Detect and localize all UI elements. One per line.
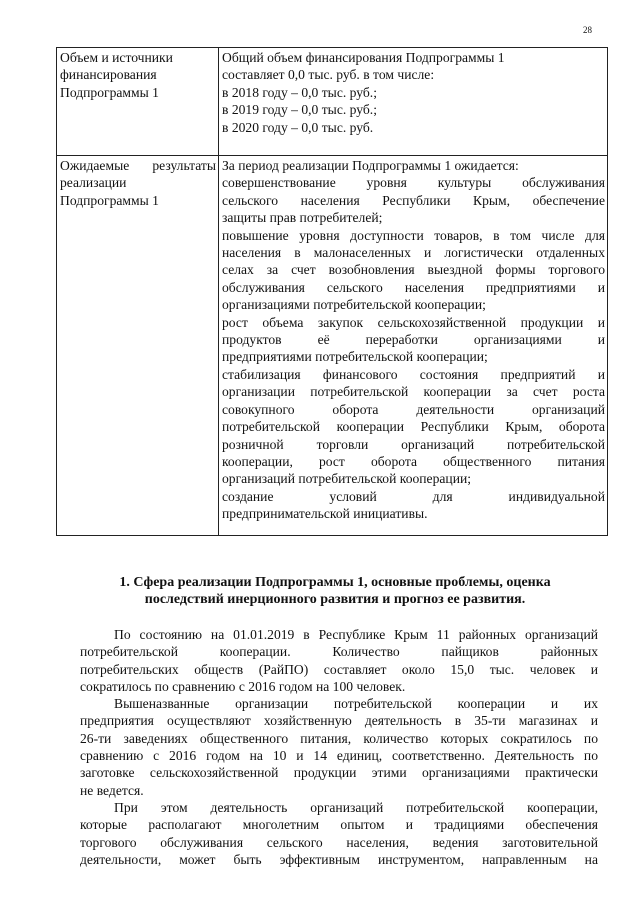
- results-line: предприятиями потребительской кооперации;: [222, 349, 488, 365]
- results-line: обслуживания сельского населения предприятиями и: [222, 279, 605, 295]
- results-line: За период реализации Подпрограммы 1 ожидается:: [222, 158, 519, 173]
- paragraph-line: торгового обслуживания сельского населения, ведения заготовительной: [80, 834, 598, 850]
- financing-line: в 2019 году – 0,0 тыс. руб.;: [222, 102, 377, 118]
- paragraph-line: предприятия осуществляют хозяйственную деятельность в 35-ти магазинах и: [80, 713, 598, 729]
- paragraph-line: потребительских обществ (РайПО) составляет около 15,0 тыс. человек и: [80, 661, 598, 677]
- results-label-cell: [57, 156, 219, 536]
- financing-line: Общий объем финансирования Подпрограммы 1: [222, 50, 505, 65]
- financing-line: составляет 0,0 тыс. руб. в том числе:: [222, 67, 435, 83]
- section-heading-line: 1. Сфера реализации Подпрограммы 1, основные проблемы, оценка: [119, 575, 551, 590]
- results-line: создание условий для индивидуальной: [222, 488, 605, 504]
- results-value-cell: [219, 156, 608, 536]
- paragraph-line: По состоянию на 01.01.2019 в Республике Крым 11 районных организаций: [114, 627, 598, 642]
- results-label-first-line: Ожидаемые результаты: [60, 158, 216, 173]
- section-heading: [100, 574, 570, 608]
- results-label-rest: реализации Подпрограммы 1: [60, 175, 159, 208]
- financing-label: Объем и источники финансирования Подпрограммы 1: [60, 50, 173, 100]
- results-line: защиты прав потребителей;: [222, 210, 383, 226]
- results-line: организации потребительской кооперации за счет роста: [222, 384, 605, 400]
- page-number: 28: [583, 25, 592, 35]
- table-row-expected-results: [57, 156, 608, 536]
- table-row-financing: [57, 48, 608, 156]
- subprogram-passport-table: [56, 47, 608, 536]
- paragraph-line: не ведется.: [80, 782, 144, 798]
- results-line: селах за счет возобновления выездной формы торгового: [222, 262, 605, 278]
- results-line: организаций потребительской кооперации;: [222, 471, 472, 487]
- results-line: совершенствование уровня культуры обслуживания: [222, 175, 605, 191]
- financing-label-cell: [57, 48, 219, 156]
- paragraph-line: которые располагают многолетним опытом и традициями обеспечения: [80, 817, 598, 833]
- results-line: кооперации, рост оборота общественного питания: [222, 453, 605, 469]
- results-line: потребительской кооперации Республики Крым, оборота: [222, 419, 605, 435]
- results-line: предпринимательской инициативы.: [222, 506, 428, 522]
- financing-line: в 2020 году – 0,0 тыс. руб.: [222, 119, 374, 135]
- paragraph-line: потребительской кооперации. Количество пайщиков районных: [80, 644, 598, 660]
- paragraph-line: заготовке сельскохозяйственной продукции этими организациями практически: [80, 765, 598, 781]
- results-line: совокупного оборота деятельности организаций: [222, 401, 605, 417]
- results-line: рост объема закупок сельскохозяйственной продукции и: [222, 314, 605, 330]
- results-line: розничной торговли организаций потребительской: [222, 436, 605, 452]
- paragraph-line: Вышеназванные организации потребительской кооперации и их: [114, 696, 598, 712]
- paragraph-line: сократилось по сравнению с 2016 годом на 100 человек.: [80, 678, 406, 694]
- body-paragraphs: [80, 626, 598, 868]
- paragraph-line: При этом деятельность организаций потребительской кооперации,: [114, 799, 598, 815]
- results-line: организациями потребительской кооперации;: [222, 297, 486, 313]
- section-heading-line: последствий инерционного развития и прогноз ее развития.: [144, 592, 526, 607]
- results-line: сельского населения Республики Крым, обеспечение: [222, 192, 605, 208]
- results-line: населения в малонаселенных и логистически отдаленных: [222, 245, 605, 261]
- results-line: продуктов её переработки организациями и: [222, 332, 605, 348]
- financing-line: в 2018 году – 0,0 тыс. руб.;: [222, 84, 377, 100]
- results-line: повышение уровня доступности товаров, в том числе для: [222, 227, 605, 243]
- paragraph-line: сравнению с 2016 годом на 10 и 14 единиц, соответственно. Деятельность по: [80, 748, 598, 764]
- results-line: стабилизация финансового состояния предприятий и: [222, 366, 605, 382]
- paragraph-line: деятельности, может быть эффективным инструментом, направленным на: [80, 851, 598, 867]
- paragraph-line: 26-ти заведениях общественного питания, количество которых сократилось по: [80, 730, 598, 746]
- financing-value-cell: [219, 48, 608, 156]
